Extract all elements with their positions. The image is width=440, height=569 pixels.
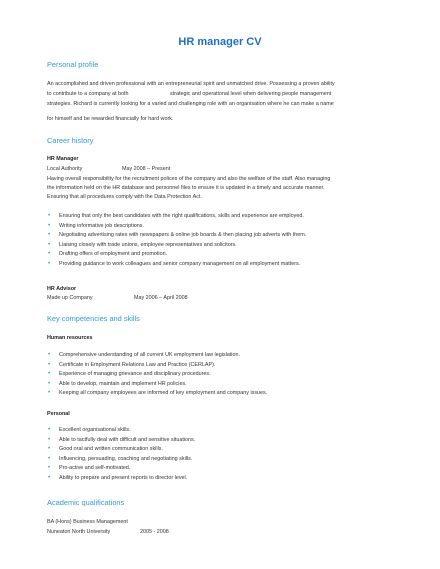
job1-desc-1: Having overall responsibility for the recruitment polices of the company and also the welfare of the staff. Also managing [47,176,331,182]
list-item: • Good oral and written communication skills. [47,445,417,455]
bullet-icon: • [48,371,51,378]
job1-desc-2: the information held on the HR database and personnel files to ensure it is updated in a timely and accurate manner. [47,185,325,191]
bullet-icon: • [48,474,51,481]
list-item: • Writing informative job descriptions. [47,222,417,232]
personal-skills-list [47,426,417,484]
list-item: • Influencing, persuading, coaching and negotiating skills. [47,455,417,465]
list-item: • Certificate in Employment Relations Law and Practice (CERLAP). [47,361,417,371]
profile-line-2b: strategic and operational level when delivering people management [170,91,332,97]
academic-university: Nuneaton North University [47,529,111,535]
list-item: • Providing guidance to work colleagues and senior company management on all employment matters. [47,260,417,270]
bullet-icon: • [48,465,51,472]
list-item: • Ensuring that only the best candidates with the right qualifications, skills and experience are employed. [47,212,417,222]
list-item: • Able to tactfully deal with difficult and sensitive situations. [47,436,417,446]
list-item: • Experience of managing grievance and disciplinary procedures. [47,370,417,380]
bullet-icon: • [48,222,51,229]
bullet-icon: • [48,436,51,443]
job2-company: Made up Company [47,295,93,301]
academic-degree: BA (Hons) Business Management [47,519,128,525]
list-item: • Negotiating advertising rates with newspapers & online job boards & then placing job adverts with them. [47,231,417,241]
bullet-icon: • [48,427,51,433]
personal-profile-heading: Personal profile [47,60,99,69]
job2-dates: May 2006 – April 2008 [134,295,188,301]
hr-skills-heading: Human resources [47,335,93,341]
bullet-icon: • [48,232,51,239]
profile-line-1: An accomplished and driven professional with an entrepreneurial spirit and unmatched drive. Possessing a proven ability [47,81,335,87]
academic-heading: Academic qualifications [47,498,125,507]
personal-skills-heading: Personal [47,411,70,417]
bullet-icon: • [48,361,51,368]
profile-line-2a: to contribute to a company at both [47,91,129,97]
academic-dates: 2005 - 2008 [140,529,169,535]
job1-bullet-list [47,212,417,270]
bullet-icon: • [48,446,51,453]
career-history-heading: Career history [47,136,94,145]
competencies-heading: Key competencies and skills [47,314,140,323]
bullet-icon: • [48,251,51,258]
profile-line-3: strategies. Richard is currently looking for a varied and challenging role with an organisation where he can make a name [47,101,334,107]
bullet-icon: • [48,352,51,358]
bullet-icon: • [48,213,51,219]
job1-desc-3: Ensuring that all procedures comply with the Data Protection Act. [47,194,202,200]
cv-title: HR manager CV [178,36,262,48]
list-item: • Ability to prepare and present reports to director level. [47,474,417,484]
bullet-icon: • [48,241,51,248]
list-item: • Able to develop, maintain and implement HR policies. [47,380,417,390]
bullet-icon: • [48,455,51,462]
job1-dates: May 2008 – Present [122,166,171,172]
list-item: • Drafting offers of employment and promotion. [47,250,417,260]
bullet-icon: • [48,380,51,387]
list-item: • Keeping all company employees are informed of key employment and company issues. [47,389,417,399]
profile-line-4: for himself and be rewarded financially for hard work. [47,116,174,122]
hr-skills-list [47,351,417,399]
list-item: • Comprehensive understanding of all current UK employment law legislation. [47,351,417,361]
list-item: • Excellent organisational skills. [47,426,417,436]
bullet-icon: • [48,390,51,397]
bullet-icon: • [48,260,51,267]
list-item: • Pro-active and self-motivated. [47,464,417,474]
job2-title: HR Advisor [47,286,77,292]
job1-title: HR Manager [47,156,79,162]
list-item: • Liaising closely with trade unions, employee representatives and solicitors. [47,241,417,251]
job1-company: Local Authority [47,166,83,172]
